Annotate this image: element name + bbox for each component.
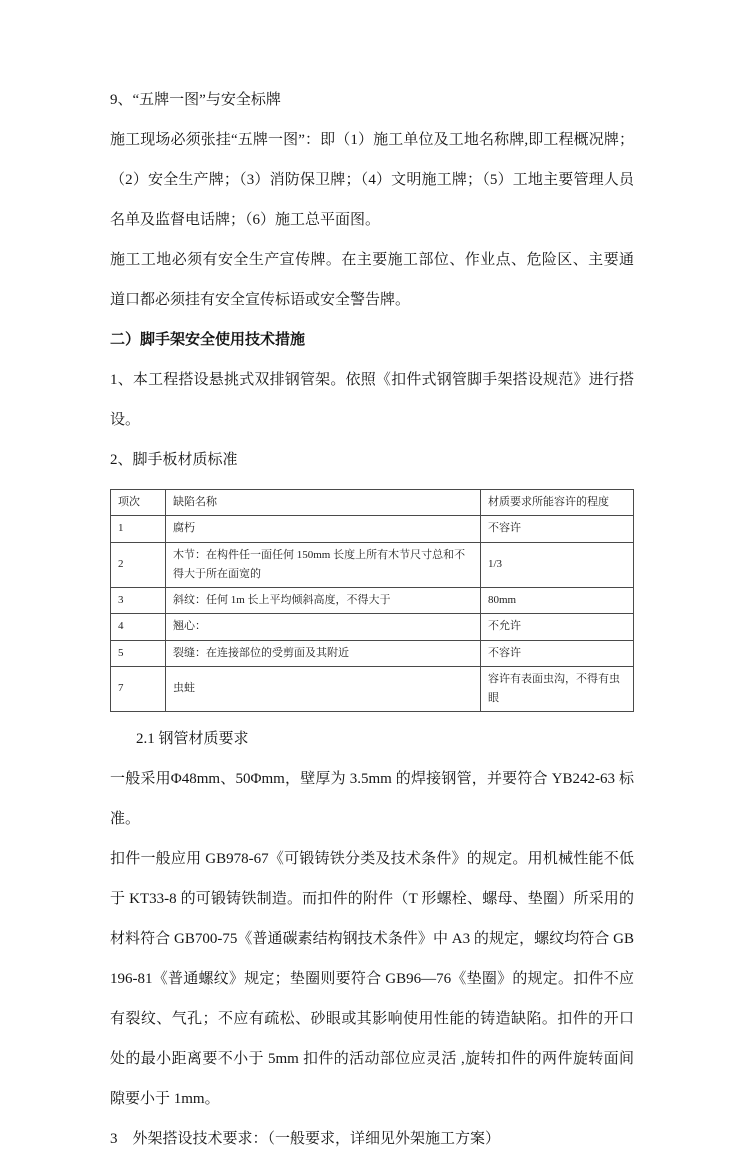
table-cell-allow: 不允许	[481, 614, 634, 640]
table-cell-name: 斜纹：任何 1m 长上平均倾斜高度，不得大于	[166, 588, 481, 614]
table-header-cell: 项次	[111, 490, 166, 516]
table-row	[111, 614, 634, 640]
para-item-1: 1、本工程搭设悬挑式双排钢管架。依照《扣件式钢管脚手架搭设规范》进行搭设。	[110, 372, 634, 428]
table-cell-allow: 80mm	[481, 588, 634, 614]
table-cell-name: 虫蛀	[166, 666, 481, 712]
table-cell-name: 木节：在构件任一面任何 150mm 长度上所有木节尺寸总和不得大于所在面宽的	[166, 542, 481, 588]
table-cell-no: 5	[111, 640, 166, 666]
table-cell-allow: 不容许	[481, 640, 634, 666]
table-cell-no: 7	[111, 666, 166, 712]
table-cell-no: 1	[111, 516, 166, 542]
table-row	[111, 588, 634, 614]
table-cell-no: 2	[111, 542, 166, 588]
section-9-heading: 9、“五牌一图”与安全标牌	[110, 92, 281, 108]
table-cell-allow: 容许有表面虫沟，不得有虫眼	[481, 666, 634, 712]
para-item-2: 2、脚手板材质标准	[110, 452, 238, 468]
table-row	[111, 640, 634, 666]
table-header-cell: 材质要求所能容许的程度	[481, 490, 634, 516]
section-2-heading: 二）脚手架安全使用技术措施	[110, 332, 306, 348]
para-item-3: 3 外架搭设技术要求：（一般要求，详细见外架施工方案）	[110, 1131, 501, 1148]
para-five-boards: 施工现场必须张挂“五牌一图”：即（1）施工单位及工地名称牌,即工程概况牌；（2）安全生产牌；（3）消防保卫牌；（4）文明施工牌；（5）工地主要管理人员名单及监督电话牌；（6）施工总平面图。	[110, 132, 634, 228]
table-cell-name: 翘心：	[166, 614, 481, 640]
table-row	[111, 516, 634, 542]
table-cell-allow: 1/3	[481, 542, 634, 588]
table-cell-name: 腐朽	[166, 516, 481, 542]
table-cell-name: 裂缝：在连接部位的受剪面及其附近	[166, 640, 481, 666]
para-fitting-spec: 扣件一般应用 GB978-67《可锻铸铁分类及技术条件》的规定。用机械性能不低于 KT33-8 的可锻铸铁制造。而扣件的附件（T 形螺栓、螺母、垫圈）所采用的材料符合 GB700-75《普通碳素结构钢技术条件》中 A3 的规定，螺纹均符合 GB196-81《普通螺纹》规定；垫圈则要符合 GB96—76《垫圈》的规定。扣件不应有裂纹、气孔；不应有疏松、砂眼或其影响使用性能的铸造缺陷。扣件的开口处的最小距离要不小于 5mm 扣件的活动部位应灵活 ,旋转扣件的两件旋转面间隙要小于 1mm。	[110, 851, 634, 1108]
table-cell-no: 3	[111, 588, 166, 614]
table-row	[111, 666, 634, 712]
table-row	[111, 542, 634, 588]
para-pipe-spec: 一般采用Φ48mm、50Φmm，壁厚为 3.5mm 的焊接钢管，并要符合 YB242-63 标准。	[110, 771, 634, 828]
table-header-row	[111, 490, 634, 516]
table-cell-allow: 不容许	[481, 516, 634, 542]
section-2-1-heading: 2.1 钢管材质要求	[136, 731, 249, 748]
para-propaganda: 施工工地必须有安全生产宣传牌。在主要施工部位、作业点、危险区、主要通道口都必须挂有安全宣传标语或安全警告牌。	[110, 252, 634, 308]
table-cell-no: 4	[111, 614, 166, 640]
board-defect-table	[110, 489, 634, 712]
table-header-cell: 缺陷名称	[166, 490, 481, 516]
